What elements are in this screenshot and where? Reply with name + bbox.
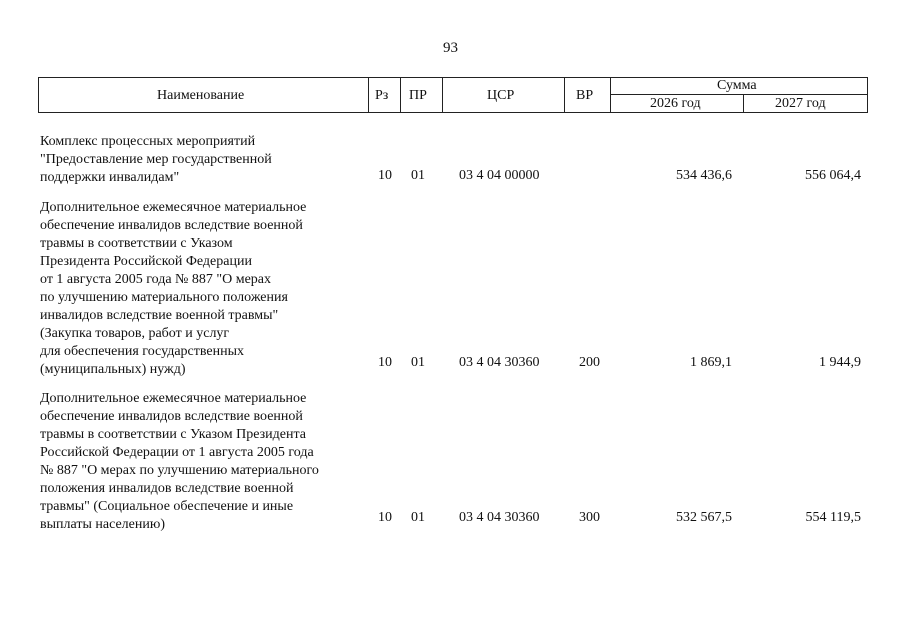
row-csr: 03 4 04 30360 [459,355,540,370]
header-year-2026: 2026 год [650,96,701,111]
header-sum: Сумма [717,78,757,93]
row-name: Дополнительное ежемесячное материальное обеспечение инвалидов вследствие военной травмы в соответствии с Указом Президента Российской Федерации от 1 августа 2005 года № 887 "О мерах по улучшению материального положения инвалидов вследствие военной травмы" (Социальное обеспечение и иные выплаты населению) [40,391,319,532]
header-year-2027: 2027 год [775,96,826,111]
row-csr: 03 4 04 30360 [459,510,540,525]
header-rz: Рз [375,88,389,103]
column-divider [442,78,443,112]
header-csr: ЦСР [487,88,515,103]
row-csr: 03 4 04 00000 [459,168,540,183]
row-rz: 10 [378,510,392,525]
column-divider [564,78,565,112]
column-divider [400,78,401,112]
page-number: 93 [443,40,458,56]
row-pr: 01 [411,510,425,525]
row-pr: 01 [411,168,425,183]
row-sum-2027: 554 119,5 [805,510,861,525]
row-sum-2026: 1 869,1 [690,355,732,370]
row-rz: 10 [378,355,392,370]
column-divider [743,95,744,112]
row-name: Дополнительное ежемесячное материальное обеспечение инвалидов вследствие военной травмы в соответствии с Указом Президента Российской Федерации от 1 августа 2005 года № 887 "О мерах по улучшению материального положения инвалидов вследствие военной травмы" (Закупка товаров, работ и услуг для обеспечения государственных (муниципальных) нужд) [40,200,307,377]
row-vr: 200 [579,355,600,370]
table-header [38,77,868,113]
header-pr: ПР [409,88,427,103]
row-pr: 01 [411,355,425,370]
column-divider [368,78,369,112]
header-name: Наименование [157,88,245,103]
row-rz: 10 [378,168,392,183]
header-vr: ВР [576,88,594,103]
row-sum-2027: 556 064,4 [805,168,861,183]
column-divider [610,78,611,112]
row-vr: 300 [579,510,600,525]
row-sum-2026: 534 436,6 [676,168,732,183]
row-name: Комплекс процессных мероприятий "Предоставление мер государственной поддержки инвалидам" [40,134,272,185]
row-sum-2026: 532 567,5 [676,510,732,525]
row-sum-2027: 1 944,9 [819,355,861,370]
sum-divider [610,94,867,95]
